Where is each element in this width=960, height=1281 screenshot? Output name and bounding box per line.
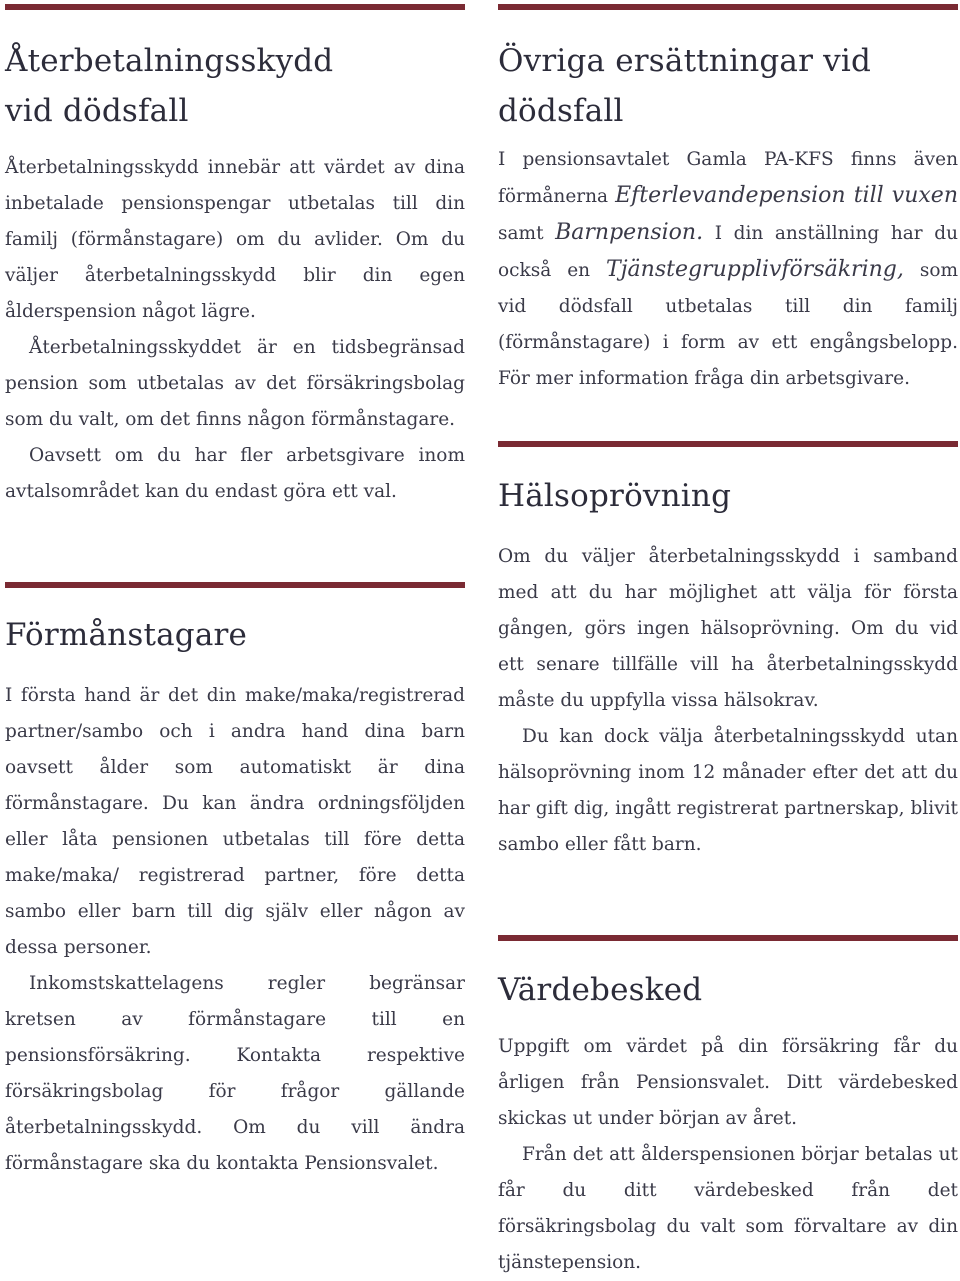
section-aterbetalningsskydd [5, 4, 465, 510]
paragraph: Oavsett om du har fler arbetsgivare inom avtalsområdet kan du endast göra ett val. [5, 445, 465, 502]
section-halsoprovning [498, 441, 958, 863]
paragraph: Återbetalningsskydd innebär att värdet av dina inbetalade pensionspengar utbetalas till din familj (förmånstagare) om du avlider. Om du väljer återbetalningsskydd blir din egen ålderspension något lägre. [5, 157, 465, 322]
paragraph [498, 142, 958, 397]
section-title: Värdebesked [498, 972, 703, 1008]
paragraph: Återbetalningsskyddet är en tidsbegränsad pension som utbetalas av det försäkringsbolag som du valt, om det finns någon förmånstagare. [5, 337, 465, 430]
text-run: som vid dödsfall utbetalas till din familj (förmånstagare) i form av ett engångsbelopp. För mer information fråga din arbetsgivare. [498, 260, 959, 389]
benefit-name: Tjänstegrupplivförsäkring, [606, 257, 904, 282]
text-run: I pensionsavtalet Gamla PA-KFS finns även förmånerna [498, 149, 958, 207]
benefit-name: Efterlevandepension till vuxen [615, 183, 958, 208]
section-vardebesked [498, 935, 958, 1281]
paragraph: Uppgift om värdet på din försäkring får du årligen från Pensionsvalet. Ditt värdebesked skickas ut under början av året. [498, 1036, 958, 1129]
section-title: Övriga ersättningar vid dödsfall [498, 43, 872, 129]
section-title: Återbetalningsskydd vid dödsfall [5, 43, 334, 129]
section-title: Förmånstagare [5, 617, 248, 653]
text-run: samt [498, 223, 556, 244]
paragraph: I första hand är det din make/maka/registrerad partner/sambo och i andra hand dina barn oavsett ålder som automatiskt är dina förmånstagare. Du kan ändra ordningsföljden eller låta pensionen utbetalas till före detta make/maka/ registrerad partner, före detta sambo eller barn till dig själv eller någon av dessa personer. [5, 685, 465, 958]
paragraph: Du kan dock välja återbetalningsskydd utan hälsoprövning inom 12 månader efter det att du har gift dig, ingått registrerat partnerskap, blivit sambo eller fått barn. [498, 726, 958, 855]
paragraph: Från det att ålderspensionen börjar betalas ut får du ditt värdebesked från det försäkringsbolag du valt som förvaltare av din tjänstepension. [498, 1144, 958, 1273]
section-title: Hälsoprövning [498, 478, 732, 514]
text-run: I din anställning har du också en [498, 223, 958, 281]
section-formanstagare [5, 582, 465, 1182]
benefit-name: Barnpension. [555, 220, 704, 245]
paragraph: Inkomstskattelagens regler begränsar kretsen av förmånstagare till en pensionsförsäkring. Kontakta respektive försäkringsbolag för frågor gällande återbetalningsskydd. Om du vill ändra förmånstagare ska du kontakta Pensionsvalet. [5, 973, 465, 1174]
paragraph: Om du väljer återbetalningsskydd i samband med att du har möjlighet att välja för första gången, görs ingen hälsoprövning. Om du vid ett senare tillfälle vill ha återbetalningsskydd måste du uppfylla vissa hälsokrav. [498, 546, 958, 711]
section-ovriga-ersattningar [498, 4, 958, 397]
